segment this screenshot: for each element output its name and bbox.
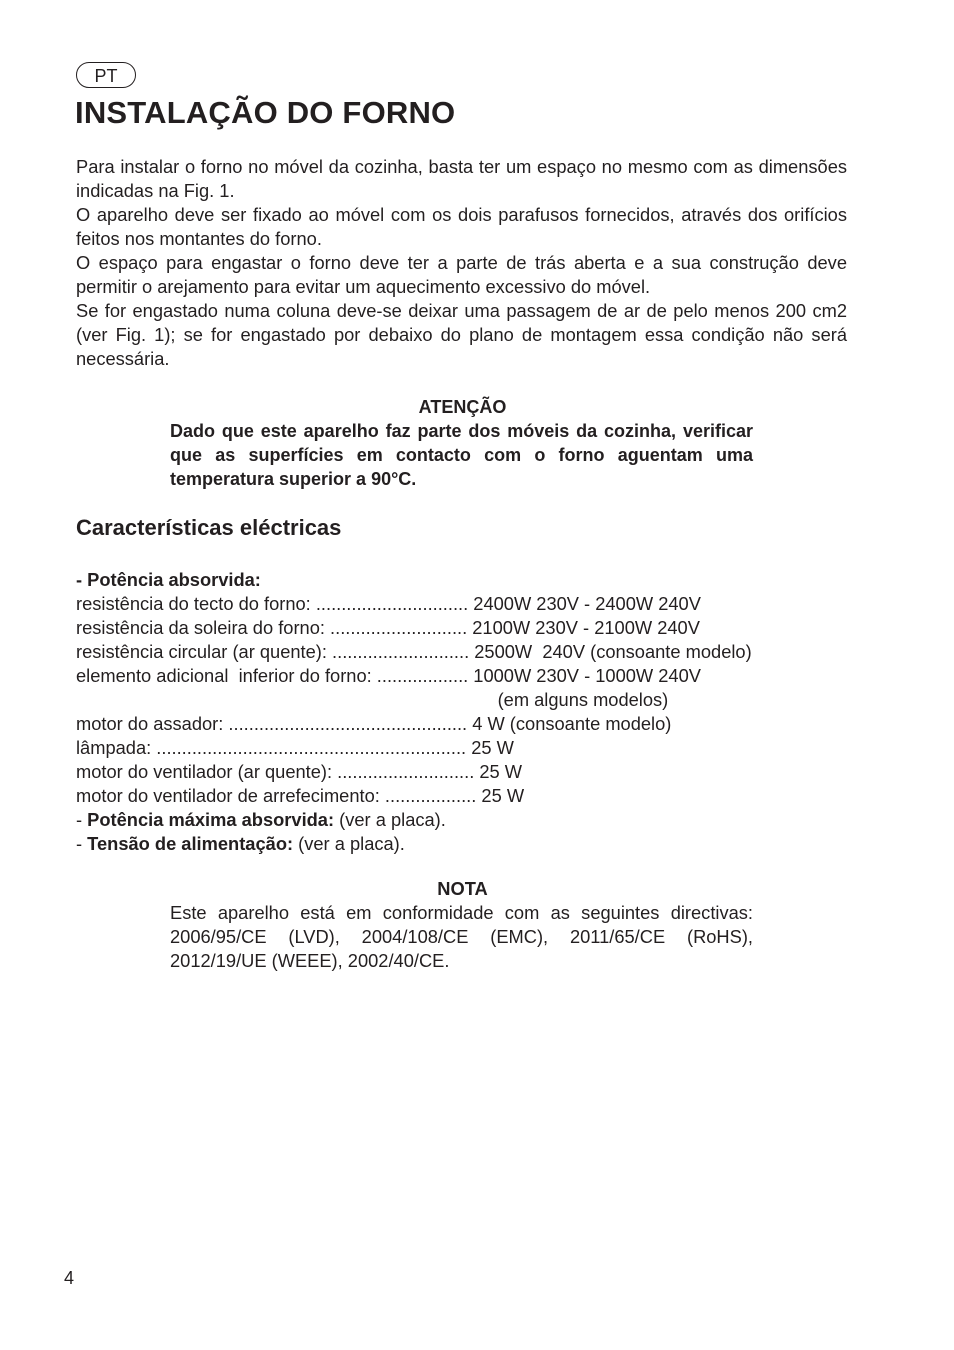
intro-paragraph: O aparelho deve ser fixado ao móvel com os dois parafusos fornecidos, através dos orifícios feitos nos montantes do forno. xyxy=(76,204,847,249)
spec-line: elemento adicional inferior do forno: .................. 1000W 230V - 1000W 240V xyxy=(76,665,701,686)
attention-body: Dado que este aparelho faz parte dos móveis da cozinha, verificar que as superfícies em contacto com o forno aguentam uma temperatura superior a 90°C. xyxy=(170,421,753,489)
intro-section xyxy=(76,155,847,371)
spec-line: lâmpada: ............................................................. 25 W xyxy=(76,737,514,758)
note-body: Este aparelho está em conformidade com as seguintes directivas: 2006/95/CE (LVD), 2004/108/CE (EMC), 2011/65/CE (RoHS), 2012/19/UE (WEEE), 2002/40/CE. xyxy=(170,902,753,971)
spec-line: resistência circular (ar quente): ........................... 2500W 240V (consoante modelo) xyxy=(76,641,752,662)
electrical-heading: Características eléctricas xyxy=(76,515,342,540)
voltage-line xyxy=(76,832,866,856)
spec-line: motor do assador: ............................................... 4 W (consoante modelo) xyxy=(76,713,672,734)
absorbed-power-label: - Potência absorvida: xyxy=(76,569,261,590)
max-power-prefix: - xyxy=(76,809,88,830)
attention-heading: ATENÇÃO xyxy=(418,397,507,417)
voltage-value: (ver a placa). xyxy=(293,833,405,854)
max-power-value: (ver a placa). xyxy=(334,809,446,830)
max-power-label: Potência máxima absorvida: xyxy=(87,809,335,830)
electrical-specs xyxy=(76,568,866,856)
note-section xyxy=(170,877,753,973)
spec-line: motor do ventilador de arrefecimento: .................. 25 W xyxy=(76,785,525,806)
page-number: 4 xyxy=(64,1268,75,1288)
intro-paragraph: Para instalar o forno no móvel da cozinha, basta ter um espaço no mesmo com as dimensões indicadas na Fig. 1. xyxy=(76,156,847,201)
intro-paragraph: Se for engastado numa coluna deve-se deixar uma passagem de ar de pelo menos 200 cm2 (ver Fig. 1); se for engastado por debaixo do plano de montagem essa condição não será necessária. xyxy=(76,300,847,369)
intro-paragraph: O espaço para engastar o forno deve ter a parte de trás aberta e a sua construção deve permitir o arejamento para evitar um aquecimento excessivo do móvel. xyxy=(76,252,847,297)
spec-line: (em alguns modelos) xyxy=(76,689,669,710)
voltage-prefix: - xyxy=(76,833,88,854)
spec-line: motor do ventilador (ar quente): ........................... 25 W xyxy=(76,761,523,782)
spec-line: resistência da soleira do forno: ........................... 2100W 230V - 2100W 240V xyxy=(76,617,700,638)
page-title: INSTALAÇÃO DO FORNO xyxy=(75,95,456,130)
voltage-label: Tensão de alimentação: xyxy=(87,833,294,854)
attention-notice xyxy=(170,395,753,491)
max-power-line xyxy=(76,808,866,832)
spec-line: resistência do tecto do forno: .............................. 2400W 230V - 2400W 240V xyxy=(76,593,701,614)
note-heading: NOTA xyxy=(437,878,488,899)
language-badge: PT xyxy=(76,62,136,88)
